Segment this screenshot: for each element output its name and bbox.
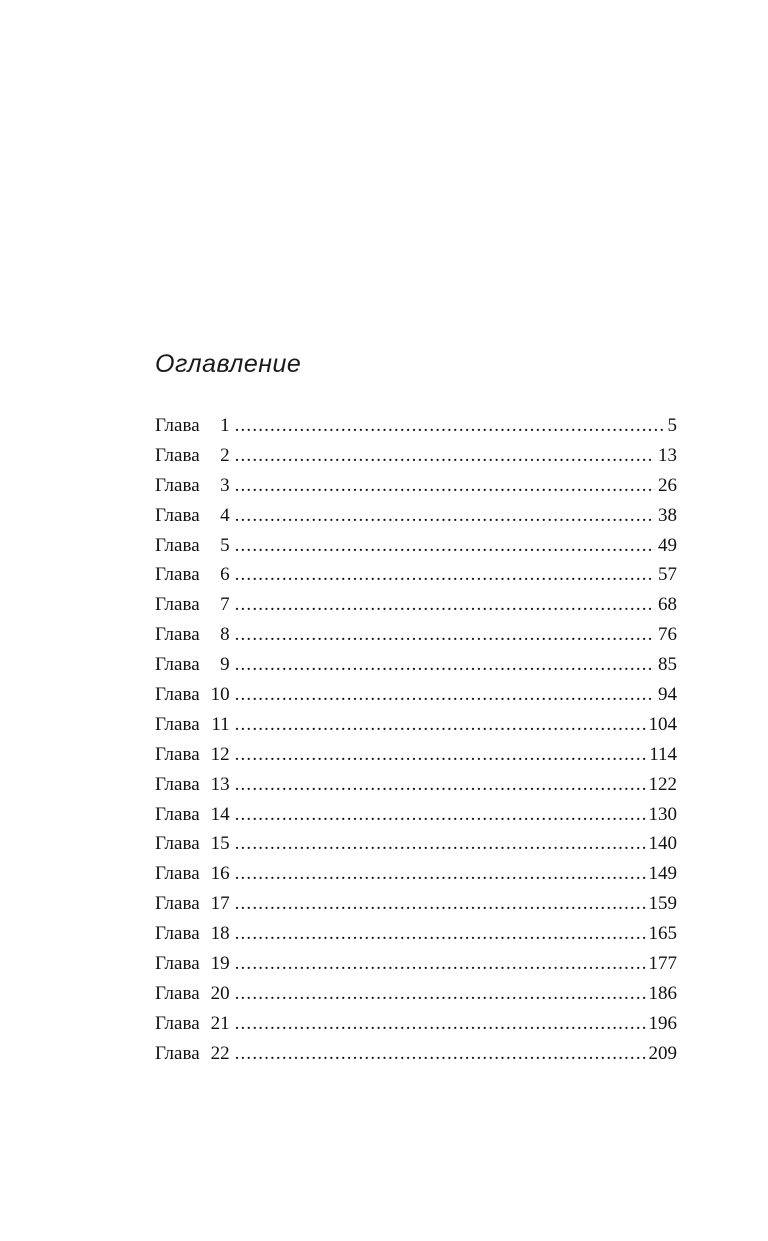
toc-entry[interactable] — [155, 680, 677, 710]
dot-leader — [235, 680, 655, 710]
dot-leader — [235, 710, 646, 740]
chapter-word: Глава — [155, 474, 200, 496]
page-number: 104 — [648, 713, 677, 735]
chapter-number: 22 — [210, 1042, 230, 1064]
dot-leader — [235, 1039, 646, 1069]
toc-entry[interactable] — [155, 949, 677, 979]
chapter-number: 19 — [210, 953, 230, 975]
page-number: 26 — [658, 474, 677, 496]
chapter-word: Глава — [155, 743, 200, 765]
dot-leader — [235, 919, 646, 949]
page-number: 130 — [648, 803, 677, 825]
toc-entry[interactable] — [155, 560, 677, 590]
page-number: 186 — [648, 982, 677, 1004]
chapter-number: 8 — [220, 624, 230, 646]
chapter-number: 4 — [220, 504, 230, 526]
page-number: 140 — [648, 833, 677, 855]
toc-entry[interactable] — [155, 590, 677, 620]
chapter-number: 10 — [210, 684, 230, 706]
chapter-number: 20 — [210, 982, 230, 1004]
chapter-word: Глава — [155, 982, 200, 1004]
chapter-number: 15 — [210, 833, 230, 855]
toc-entry[interactable] — [155, 471, 677, 501]
chapter-word: Глава — [155, 564, 200, 586]
dot-leader — [235, 979, 646, 1009]
page-number: 49 — [658, 534, 677, 556]
toc-entry[interactable] — [155, 919, 677, 949]
chapter-number: 1 — [220, 415, 230, 436]
chapter-number: 5 — [220, 534, 230, 556]
chapter-number: 13 — [210, 773, 230, 795]
toc-entry[interactable] — [155, 501, 677, 531]
dot-leader — [235, 471, 655, 501]
page-number: 165 — [648, 923, 677, 945]
page-number: 159 — [648, 893, 677, 915]
dot-leader — [235, 501, 655, 531]
toc-entry[interactable] — [155, 889, 677, 919]
chapter-number: 21 — [210, 1012, 230, 1034]
chapter-word: Глава — [155, 833, 200, 855]
dot-leader — [235, 1009, 646, 1039]
dot-leader — [235, 740, 647, 770]
dot-leader — [235, 829, 646, 859]
page-number: 209 — [648, 1042, 677, 1064]
chapter-word: Глава — [155, 863, 200, 885]
page-number: 114 — [649, 743, 677, 765]
chapter-word: Глава — [155, 624, 200, 646]
dot-leader — [235, 531, 655, 561]
dot-leader — [235, 620, 655, 650]
chapter-word: Глава — [155, 684, 200, 706]
dot-leader — [235, 411, 665, 441]
chapter-number: 12 — [210, 743, 230, 765]
dot-leader — [235, 770, 646, 800]
chapter-number: 16 — [210, 863, 230, 885]
toc-entry[interactable] — [155, 411, 677, 441]
chapter-number: 7 — [220, 594, 230, 616]
toc-entry[interactable] — [155, 979, 677, 1009]
chapter-word: Глава — [155, 923, 200, 945]
page-number: 94 — [658, 684, 677, 706]
dot-leader — [235, 650, 655, 680]
dot-leader — [235, 441, 655, 471]
chapter-word: Глава — [155, 803, 200, 825]
chapter-word: Глава — [155, 893, 200, 915]
toc-entry[interactable] — [155, 859, 677, 889]
dot-leader — [235, 889, 646, 919]
dot-leader — [235, 949, 646, 979]
page-number: 177 — [648, 953, 677, 975]
toc-entry[interactable] — [155, 1009, 677, 1039]
chapter-word: Глава — [155, 1012, 200, 1034]
chapter-word: Глава — [155, 1042, 200, 1064]
page-number: 85 — [658, 654, 677, 676]
chapter-number: 9 — [220, 654, 230, 676]
page-number: 13 — [658, 444, 677, 466]
chapter-word: Глава — [155, 415, 200, 436]
chapter-word: Глава — [155, 654, 200, 676]
page-number: 196 — [648, 1012, 677, 1034]
chapter-number: 2 — [220, 444, 230, 466]
dot-leader — [235, 560, 655, 590]
toc-entry[interactable] — [155, 770, 677, 800]
page-number: 68 — [658, 594, 677, 616]
chapter-word: Глава — [155, 773, 200, 795]
toc-title: Оглавление — [155, 350, 302, 378]
dot-leader — [235, 590, 655, 620]
page-number: 122 — [648, 773, 677, 795]
chapter-number: 18 — [210, 923, 230, 945]
chapter-word: Глава — [155, 713, 200, 735]
dot-leader — [235, 859, 646, 889]
toc-entry[interactable] — [155, 650, 677, 680]
toc-entry[interactable] — [155, 1039, 677, 1069]
toc-entry[interactable] — [155, 740, 677, 770]
toc-entry[interactable] — [155, 800, 677, 830]
chapter-word: Глава — [155, 534, 200, 556]
toc-list — [155, 411, 677, 1069]
page-number: 5 — [667, 415, 677, 436]
chapter-number: 3 — [220, 474, 230, 496]
dot-leader — [235, 800, 646, 830]
chapter-word: Глава — [155, 594, 200, 616]
toc-entry[interactable] — [155, 531, 677, 561]
chapter-word: Глава — [155, 444, 200, 466]
toc-entry[interactable] — [155, 620, 677, 650]
page-number: 38 — [658, 504, 677, 526]
page-number: 149 — [648, 863, 677, 885]
toc-entry[interactable] — [155, 441, 677, 471]
chapter-number: 17 — [210, 893, 230, 915]
toc-entry[interactable] — [155, 829, 677, 859]
toc-entry[interactable] — [155, 710, 677, 740]
chapter-word: Глава — [155, 504, 200, 526]
chapter-number: 6 — [220, 564, 230, 586]
page-number: 57 — [658, 564, 677, 586]
chapter-number: 14 — [210, 803, 230, 825]
chapter-number: 11 — [211, 713, 230, 735]
chapter-word: Глава — [155, 953, 200, 975]
page-number: 76 — [658, 624, 677, 646]
